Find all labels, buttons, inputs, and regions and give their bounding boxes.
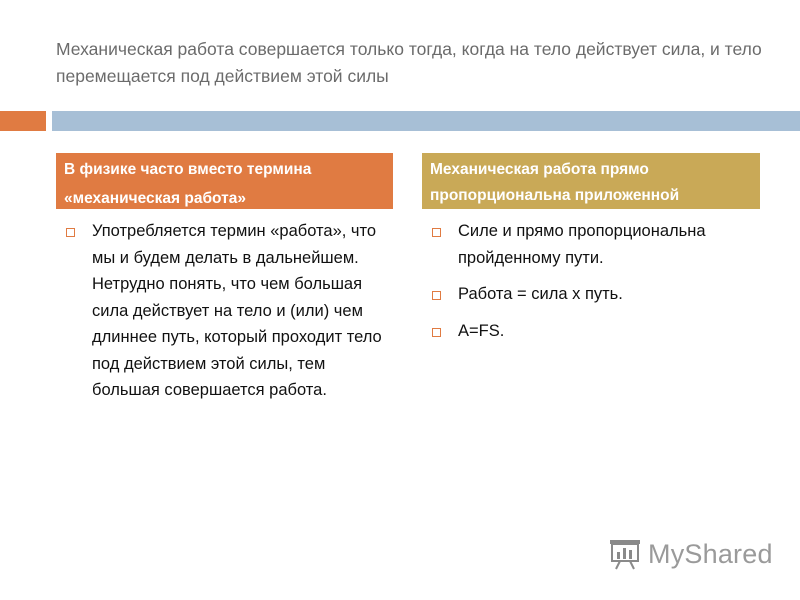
accent-bar-blue (52, 111, 800, 131)
bullet-text: Силе и прямо пропорциональна пройденному пути. (458, 222, 706, 267)
square-bullet-icon (66, 228, 75, 237)
watermark-text: MyShared (648, 538, 773, 569)
right-header-line2: пропорциональна приложенной (430, 187, 680, 204)
bullet-text: Работа = сила x путь. (458, 285, 623, 303)
left-column-header (56, 153, 393, 209)
right-column-header (422, 153, 760, 209)
right-header-line1: Механическая работа прямо (430, 161, 649, 178)
slide-title: Механическая работа совершается только тогда, когда на тело действует сила, и тело перемещается под действием этой силы (56, 39, 762, 86)
square-bullet-icon (432, 328, 441, 337)
bullet-text: A=FS. (458, 321, 505, 340)
left-header-line1: В физике часто вместо термина (64, 161, 312, 178)
left-header-line2: «механическая работа» (64, 190, 246, 207)
square-bullet-icon (432, 291, 441, 300)
list-item (62, 218, 392, 404)
presentation-board-icon (608, 537, 642, 571)
left-bullet-list (62, 218, 392, 414)
myshared-watermark (608, 536, 773, 572)
list-item (428, 218, 758, 271)
list-item (428, 281, 758, 308)
list-item (428, 318, 758, 345)
right-bullet-list (428, 218, 758, 354)
bullet-text: Употребляется термин «работа», что мы и будем делать в дальнейшем. Нетрудно понять, что чем большая сила действует на тело и (или) чем длиннее путь, который проходит тело под действием этой силы, тем большая совершается работа. (92, 222, 382, 399)
square-bullet-icon (432, 228, 441, 237)
accent-bar-orange (0, 111, 46, 131)
